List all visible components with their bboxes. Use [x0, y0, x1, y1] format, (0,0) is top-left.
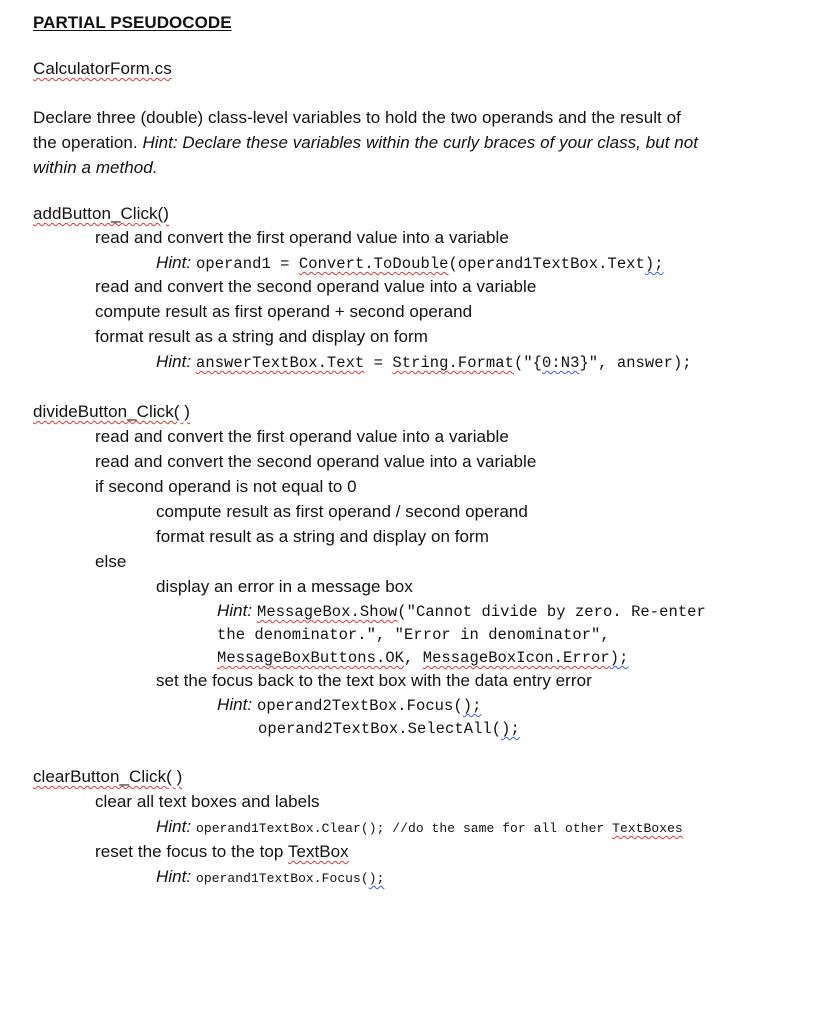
- divide-line-2-text: read and convert the second operand value into a variable: [95, 452, 537, 471]
- divide-line-3-text: if second operand is not equal to 0: [95, 477, 357, 496]
- add-hint-2: [156, 351, 692, 374]
- divide-line-7: [156, 670, 592, 692]
- intro-text-2a: the operation.: [33, 133, 143, 152]
- hint-label: Hint:: [156, 253, 192, 272]
- code-text: ("Cannot divide by zero. Re-enter: [397, 603, 706, 621]
- divide-line-1-text: read and convert the first operand value into a variable: [95, 427, 509, 446]
- code-text: the denominator.", "Error in denominator",: [217, 626, 610, 644]
- add-line-1: [95, 227, 509, 249]
- code-text: );: [462, 697, 482, 715]
- clear-line-1-text: clear all text boxes and labels: [95, 792, 320, 811]
- code-text: operand2TextBox.SelectAll(: [258, 720, 502, 738]
- intro-line-1: [33, 107, 681, 129]
- intro-line-2: [33, 132, 698, 154]
- divide-line-3: [95, 476, 357, 498]
- divide-hint-4: [217, 694, 481, 717]
- hint-label: Hint:: [156, 867, 192, 886]
- intro-text-1: Declare three (double) class-level variables to hold the two operands and the result of: [33, 108, 681, 127]
- code-text: ("{: [513, 354, 543, 372]
- clear-line-2-text: reset the focus to the top: [95, 842, 288, 861]
- file-name: [33, 58, 172, 80]
- document-title: [33, 12, 232, 34]
- code-text: String.Format: [392, 354, 514, 372]
- title-text: PARTIAL PSEUDOCODE: [33, 13, 232, 32]
- divide-else: [95, 551, 126, 573]
- code-text: operand1TextBox.Focus(: [196, 871, 369, 886]
- add-header: [33, 203, 169, 225]
- intro-hint-cont: within a method.: [33, 158, 158, 177]
- divide-line-1: [95, 426, 509, 448]
- code-text: );: [368, 871, 385, 886]
- divide-header-text: divideButton_Click( ): [33, 402, 190, 421]
- code-text: MessageBoxIcon.Error: [422, 649, 610, 667]
- code-text: answerTextBox.Text: [196, 354, 365, 372]
- divide-hint-3: [217, 646, 628, 669]
- hint-label: Hint:: [156, 817, 192, 836]
- divide-line-6-text: display an error in a message box: [156, 577, 413, 596]
- divide-line-4-text: compute result as first operand / second operand: [156, 502, 528, 521]
- add-header-text: addButton_Click(): [33, 204, 169, 223]
- code-text: );: [501, 720, 520, 738]
- code-text: Convert.ToDouble: [298, 255, 449, 273]
- clear-hint-1: [156, 816, 683, 840]
- add-line-3-text: compute result as first operand + second operand: [95, 302, 473, 321]
- clear-header: [33, 766, 182, 788]
- divide-line-6: [156, 576, 413, 598]
- divide-line-2: [95, 451, 536, 473]
- divide-line-4: [156, 501, 528, 523]
- add-line-4: [95, 326, 428, 348]
- file-name-text: CalculatorForm.cs: [33, 59, 172, 78]
- code-text: =: [364, 354, 393, 372]
- intro-hint: Hint: Declare these variables within the curly braces of your class, but not: [142, 133, 699, 152]
- add-line-2-text: read and convert the second operand value into a variable: [95, 277, 537, 296]
- code-text: ,: [404, 649, 423, 667]
- add-hint-1: [156, 252, 664, 275]
- divide-hint-5: [258, 717, 520, 740]
- hint-label: Hint:: [156, 352, 192, 371]
- divide-hint-1: [217, 600, 706, 623]
- divide-line-5: [156, 526, 489, 548]
- divide-line-7-text: set the focus back to the text box with the data entry error: [156, 671, 592, 690]
- add-line-3: [95, 301, 472, 323]
- add-line-2: [95, 276, 536, 298]
- code-text: 0:N3: [542, 354, 580, 372]
- code-text: operand1TextBox.Clear(); //do the same for all other: [196, 821, 613, 836]
- divide-hint-2: [217, 623, 610, 646]
- divide-header: [33, 401, 190, 423]
- code-text: (operand1TextBox.Text: [448, 255, 645, 273]
- add-line-4-text: format result as a string and display on form: [95, 327, 428, 346]
- hint-label: Hint:: [217, 695, 253, 714]
- clear-line-2-textbox: TextBox: [287, 842, 349, 861]
- code-text: );: [644, 255, 664, 273]
- code-text: MessageBox.Show: [257, 603, 398, 621]
- hint-label: Hint:: [217, 601, 253, 620]
- code-text: TextBoxes: [612, 821, 683, 836]
- clear-line-1: [95, 791, 320, 813]
- code-text: operand1 =: [196, 255, 299, 273]
- code-text: );: [609, 649, 629, 667]
- code-text: MessageBoxButtons.OK: [217, 649, 405, 667]
- divide-line-5-text: format result as a string and display on form: [156, 527, 489, 546]
- clear-header-text: clearButton_Click( ): [33, 767, 183, 786]
- add-line-1-text: read and convert the first operand value into a variable: [95, 228, 509, 247]
- clear-line-2: [95, 841, 349, 863]
- code-text: }", answer);: [579, 354, 692, 372]
- clear-hint-2: [156, 866, 384, 890]
- else-text: else: [95, 552, 127, 571]
- intro-line-3: [33, 157, 158, 179]
- code-text: operand2TextBox.Focus(: [257, 697, 463, 715]
